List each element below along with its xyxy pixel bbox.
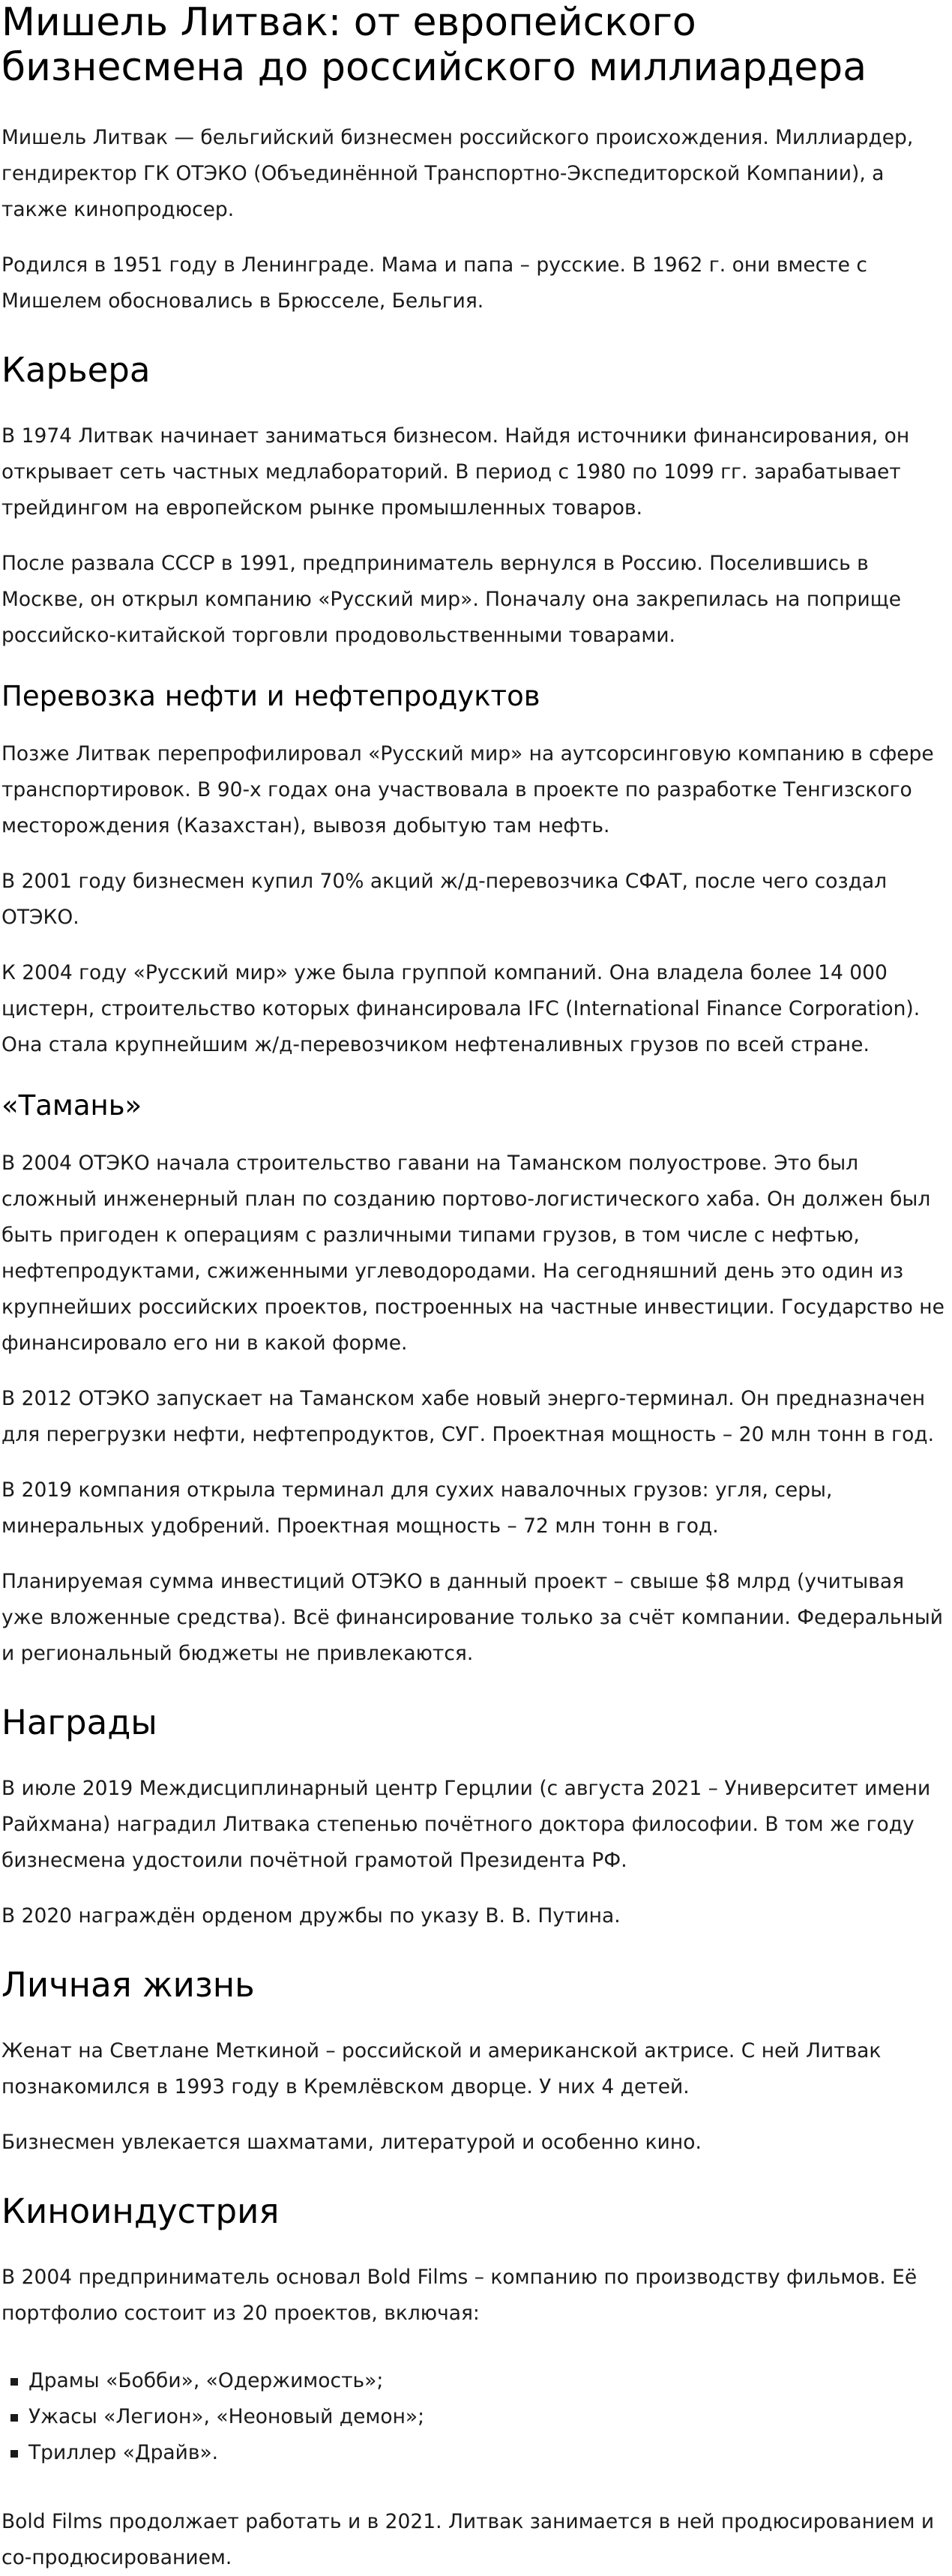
taman-paragraph: Планируемая сумма инвестиций ОТЭКО в данный проект – свыше $8 млрд (учитывая уже вложенные средства). Всё финансирование только за счёт компании. Федеральный и региональный бюджеты не привлекаются. [1,1570,944,1665]
list-item-text: Драмы «Бобби», «Одержимость»; [28,2369,384,2392]
oil-paragraph: Позже Литвак перепрофилировал «Русский мир» на аутсорсинговую компанию в сфере транспортировок. В 90-х годах она участвовала в проекте по разработке Тенгизского месторождения (Казахстан), вывозя добытую там нефть. [1,742,934,837]
career-paragraph: В 1974 Литвак начинает заниматься бизнесом. Найдя источники финансирования, он открывает сеть частных медлабораторий. В период с 1980 по 1099 гг. зарабатывает трейдингом на европейском рынке промышленных товаров. [1,424,910,520]
section-heading-cinema: Киноиндустрия [1,2191,280,2231]
taman-paragraph: В 2019 компания открыла терминал для сухих навалочных грузов: угля, серы, минеральных удобрений. Проектная мощность – 72 млн тонн в год. [1,1478,833,1538]
cinema-outro-paragraph: Bold Films продолжает работать и в 2021. Литвак занимается в ней продюсированием и со-продюсированием. [1,2510,935,2569]
section-heading-career: Карьера [1,350,151,390]
list-item-text: Триллер «Драйв». [28,2441,219,2464]
section-heading-personal: Личная жизнь [1,1965,255,2005]
list-item [10,2399,952,2435]
taman-paragraph: В 2004 ОТЭКО начала строительство гавани на Таманском полуострове. Это был сложный инженерный план по созданию портово-логистического хаба. Он должен был быть пригоден к операциям с различными типами грузов, в том числе с нефтью, нефтепродуктами, сжиженными углеводородами. На сегодняшний день это один из крупнейших российских проектов, построенных на частные инвестиции. Государство не финансировало его ни в какой форме. [1,1152,945,1355]
career-paragraph: После развала СССР в 1991, предприниматель вернулся в Россию. Поселившись в Москве, он открыл компанию «Русский мир». Поначалу она закрепилась на поприще российско-китайской торговли продовольственными товарами. [1,552,901,647]
list-item-text: Ужасы «Легион», «Неоновый демон»; [28,2405,425,2428]
intro-paragraph: Родился в 1951 году в Ленинграде. Мама и папа – русские. В 1962 г. они вместе с Мишелем обосновались в Брюсселе, Бельгия. [1,253,867,313]
personal-paragraph: Женат на Светлане Меткиной – российской и американской актрисе. С ней Литвак познакомился в 1993 году в Кремлёвском дворце. У них 4 детей. [1,2039,882,2098]
cinema-intro-paragraph: В 2004 предприниматель основал Bold Films – компанию по производству фильмов. Её портфолио состоит из 20 проектов, включая: [1,2266,918,2325]
article-title: Мишель Литвак: от европейского бизнесмена до российского миллиардера [1,0,867,90]
section-heading-awards: Награды [1,1703,157,1742]
subsection-heading-oil: Перевозка нефти и нефтепродуктов [1,680,540,712]
awards-paragraph: В июле 2019 Междисциплинарный центр Герцлии (с августа 2021 – Университет имени Райхмана) наградил Литвака степенью почётного доктора философии. В том же году бизнесмена удостоили почётной грамотой Президента РФ. [1,1777,931,1872]
square-bullet-icon [10,2378,18,2386]
list-item [10,2435,952,2471]
film-list [1,2363,952,2471]
list-item [10,2363,952,2399]
subsection-heading-taman: «Тамань» [1,1089,142,1122]
square-bullet-icon [10,2450,18,2458]
square-bullet-icon [10,2414,18,2422]
intro-paragraph: Мишель Литвак — бельгийский бизнесмен российского происхождения. Миллиардер, гендиректор ГК ОТЭКО (Объединённой Транспортно-Экспедиторской Компании), а также кинопродюсер. [1,126,914,221]
awards-paragraph: В 2020 награждён орденом дружбы по указу В. В. Путина. [1,1904,621,1928]
oil-paragraph: В 2001 году бизнесмен купил 70% акций ж/д-перевозчика СФАТ, после чего создал ОТЭКО. [1,870,888,929]
personal-paragraph: Бизнесмен увлекается шахматами, литературой и особенно кино. [1,2131,702,2154]
oil-paragraph: К 2004 году «Русский мир» уже была группой компаний. Она владела более 14 000 цистерн, строительство которых финансировала IFC (International Finance Corporation). Она стала крупнейшим ж/д-перевозчиком нефтеналивных грузов по всей стране. [1,961,921,1056]
taman-paragraph: В 2012 ОТЭКО запускает на Таманском хабе новый энерго-терминал. Он предназначен для перегрузки нефти, нефтепродуктов, СУГ. Проектная мощность – 20 млн тонн в год. [1,1387,935,1446]
